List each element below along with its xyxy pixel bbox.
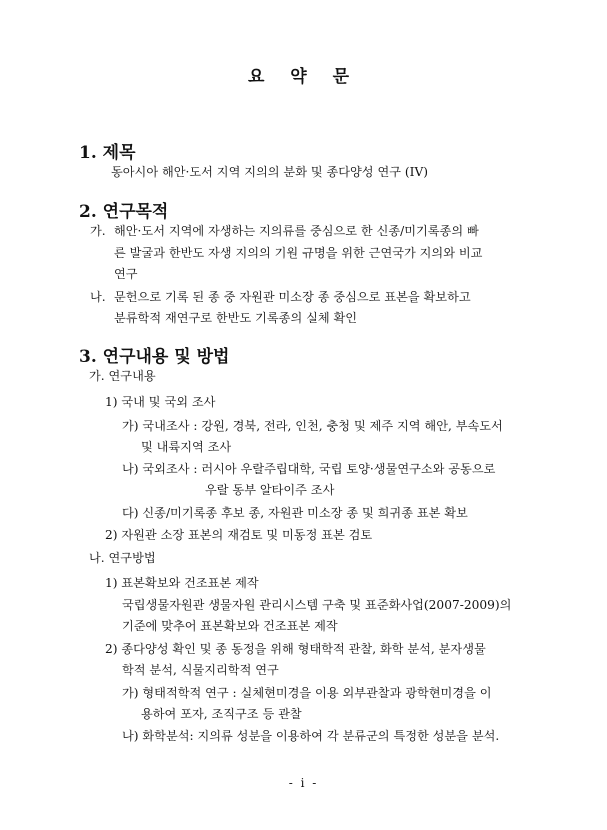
purpose-item-b-marker: 나. [90,290,106,304]
list-item: 2) 종다양성 확인 및 종 동정을 위해 형태학적 관찰, 화학 분석, 분자생물 [105,642,486,656]
section-3-heading: 3. 연구내용 및 방법 [79,347,230,367]
purpose-item-a-marker: 가. [90,224,106,238]
section-2-heading: 2. 연구목적 [79,202,169,222]
list-item-body: 기준에 맞추어 표본확보와 건조표본 제작 [122,619,338,633]
list-item: 나) 국외조사 : 러시아 우랄주립대학, 국립 토양·생물연구소와 공동으로 [122,462,496,476]
list-item: 1) 표본확보와 건조표본 제작 [105,576,259,590]
list-item-continuation: 용하여 포자, 조직구조 등 관찰 [141,707,302,721]
list-item: 가) 국내조사 : 강원, 경북, 전라, 인천, 충청 및 제주 지역 해안, 부속도서 [122,419,503,433]
purpose-item-a-line: 해안·도서 지역에 자생하는 지의류를 중심으로 한 신종/미기록종의 빠 [114,224,479,238]
section-1-body: 동아시아 해안·도서 지역 지의의 분화 및 종다양성 연구 (IV) [111,165,429,179]
list-item: 다) 신종/미기록종 후보 종, 자원관 미소장 종 및 희귀종 표본 확보 [122,506,468,520]
purpose-item-a-line: 연구 [114,267,138,281]
list-item-continuation: 및 내륙지역 조사 [141,440,232,454]
list-item: 1) 국내 및 국외 조사 [105,395,216,409]
list-item-continuation: 우랄 동부 알타이주 조사 [205,483,335,497]
page-title: 요 약 문 [247,67,360,87]
list-item: 가) 형태적학적 연구 : 실체현미경을 이용 외부관찰과 광학현미경을 이 [122,686,492,700]
subsection-b-label: 나. 연구방법 [89,551,156,565]
purpose-item-a-line: 른 발굴과 한반도 자생 지의의 기원 규명을 위한 근연국가 지의와 비교 [114,246,483,260]
section-1-heading: 1. 제목 [79,143,136,163]
purpose-item-b-line: 분류학적 재연구로 한반도 기록종의 실체 확인 [114,311,358,325]
list-item: 나) 화학분석: 지의류 성분을 이용하여 각 분류군의 특정한 성분을 분석. [122,729,500,743]
page-number: - i - [288,776,319,790]
purpose-item-b-line: 문헌으로 기록 된 종 중 자원관 미소장 종 중심으로 표본을 확보하고 [114,290,471,304]
list-item: 2) 자원관 소장 표본의 재검토 및 미동정 표본 검토 [105,528,373,542]
subsection-a-label: 가. 연구내용 [89,369,156,383]
list-item-body: 국립생물자원관 생물자원 관리시스템 구축 및 표준화사업(2007-2009)의 [122,598,512,612]
list-item-continuation: 학적 분석, 식물지리학적 연구 [122,663,279,677]
